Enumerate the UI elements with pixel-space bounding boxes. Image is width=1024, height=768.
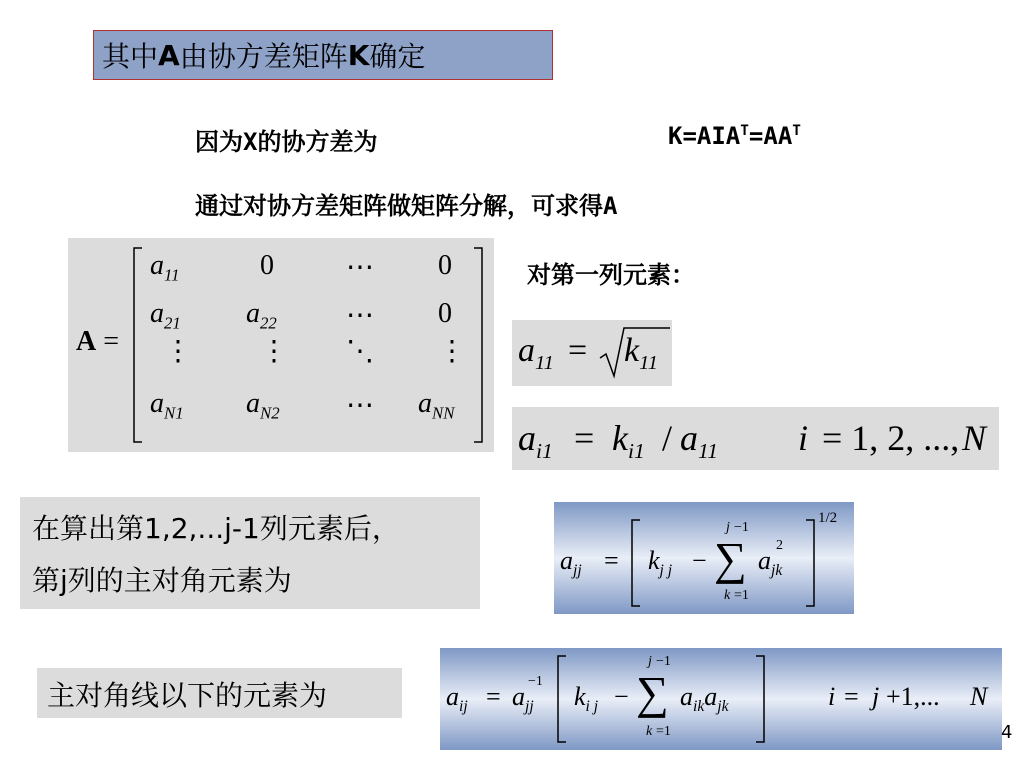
covariance-formula xyxy=(668,122,801,150)
title-a: A xyxy=(158,38,180,72)
first-column-label: 对第一列元素： xyxy=(527,261,695,289)
formula-pre: K=AIA xyxy=(668,122,741,150)
eq-ai1: $a_{i1}$ = $k_{i1}$ / $a_{11}$ i = 1, 2, ..., N xyxy=(512,407,999,470)
formula-sup1: T xyxy=(740,123,749,139)
slide-title xyxy=(93,30,553,80)
matrix-lhs: A = xyxy=(76,326,120,357)
formula-sup2: T xyxy=(792,123,801,139)
decomposition-text: 通过对协方差矩阵做矩阵分解，可求得A xyxy=(195,192,618,220)
eq-a11: $a_{11}$ = $k_{11}$ xyxy=(512,320,672,386)
eq-ajj: $a_{jj}$ = $k_{j j}$ − j −1 ∑ k =1 $a_{jk}$ 2 1/2 xyxy=(554,502,854,614)
matrix-panel xyxy=(68,238,494,452)
title-pre: 其中 xyxy=(102,40,159,73)
formula-mid: =AA xyxy=(748,122,793,150)
box3-line1: 在算出第1,2,...j-1列元素后， xyxy=(32,512,400,545)
matrix-grid: $a_{11}$ 0 ⋯ 0 $a_{21}$ $a_{22}$ ⋯ 0 ⋮ ⋮ ⋱ ⋮ $a_{N1}$ $a_{N2}$ ⋯ $a_{NN}$ xyxy=(150,250,466,423)
box-diagonal-text xyxy=(20,497,480,609)
box-lower-text xyxy=(37,668,402,718)
title-post: 确定 xyxy=(369,40,426,73)
title-k: K xyxy=(347,38,370,72)
title-mid: 由协方差矩阵 xyxy=(179,40,348,73)
box4-text: 主对角线以下的元素为 xyxy=(47,679,328,712)
page-number: 4 xyxy=(1001,722,1013,743)
eq-aij: $a_{ij}$ = $a_{jj}$ −1 $k_{i j}$ − j −1 ∑ k =1 $a_{ik}a_{jk}$ i = j +1,... N xyxy=(440,648,1002,750)
box3-line2: 第j列的主对角元素为 xyxy=(32,564,292,597)
covariance-text: 因为X的协方差为 xyxy=(195,128,378,156)
